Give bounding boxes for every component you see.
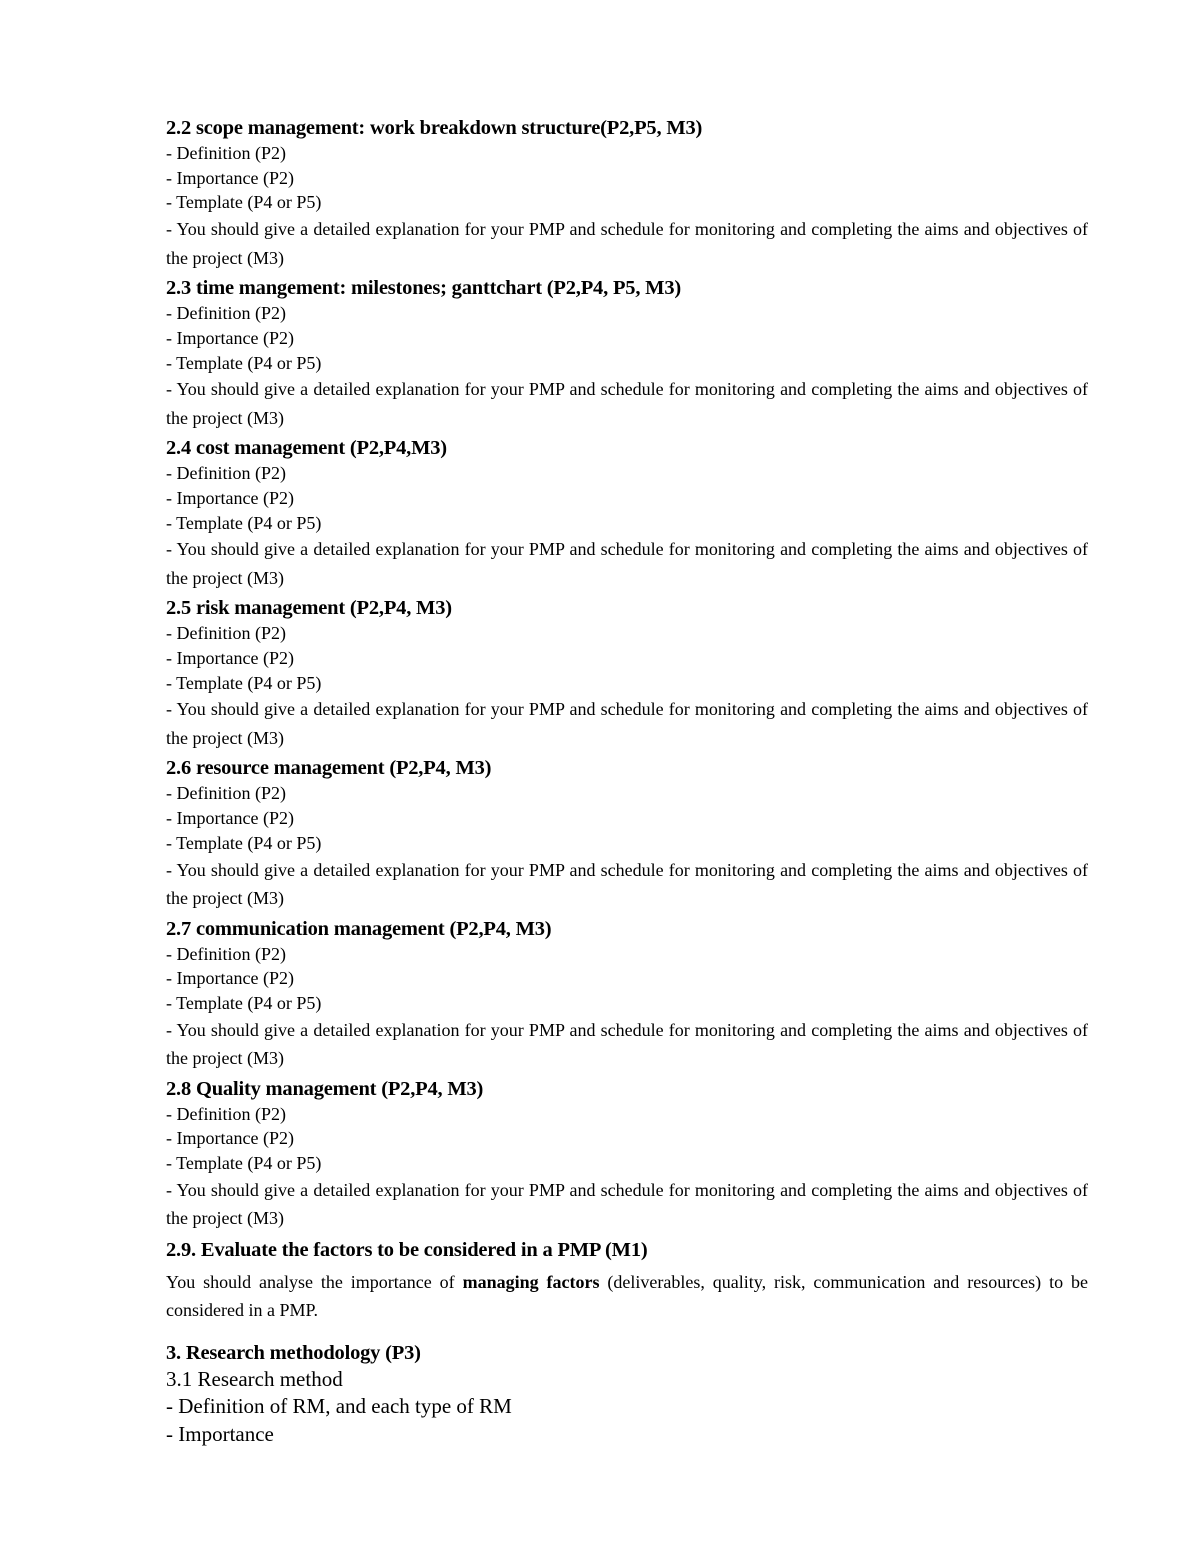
section-paragraph: - You should give a detailed explanation for your PMP and schedule for monitoring and completing the aims and objectives of the project (M3) — [166, 699, 1088, 748]
list-item: - Template (P4 or P5) — [166, 992, 322, 1013]
section-heading: 2.8 Quality management (P2,P4, M3) — [166, 1077, 484, 1100]
section-heading: 2.9. Evaluate the factors to be considered in a PMP (M1) — [166, 1238, 648, 1261]
section-heading: 2.7 communication management (P2,P4, M3) — [166, 917, 552, 940]
list-item: - Importance (P2) — [166, 167, 294, 188]
section-2-2 — [166, 115, 1088, 272]
section-paragraph: - You should give a detailed explanation for your PMP and schedule for monitoring and completing the aims and objectives of the project (M3) — [166, 859, 1088, 909]
section-paragraph: - You should give a detailed explanation for your PMP and schedule for monitoring and completing the aims and objectives of the project (M3) — [166, 379, 1088, 428]
section-heading: 2.2 scope management: work breakdown structure(P2,P5, M3) — [166, 117, 703, 139]
list-item: - Template (P4 or P5) — [166, 512, 322, 533]
list-item: - Definition (P2) — [166, 463, 286, 484]
document-content — [166, 112, 1088, 1448]
list-item: - Template (P4 or P5) — [166, 192, 322, 213]
section-paragraph: - You should give a detailed explanation for your PMP and schedule for monitoring and completing the aims and objectives of the project (M3) — [166, 1179, 1088, 1229]
list-item: - Definition (P2) — [166, 623, 286, 644]
section-heading: 3. Research methodology (P3) — [166, 1341, 421, 1364]
section-2-7 — [166, 916, 1088, 1073]
paragraph-bold-text: managing factors — [462, 1271, 600, 1292]
list-item: - Importance (P2) — [166, 487, 294, 508]
section-heading: 2.4 cost management (P2,P4,M3) — [166, 437, 447, 460]
section-paragraph: - You should give a detailed explanation for your PMP and schedule for monitoring and completing the aims and objectives of the project (M3) — [166, 539, 1088, 588]
list-item: - Importance (P2) — [166, 327, 294, 348]
list-item: - Importance — [166, 1421, 274, 1446]
paragraph-text: You should analyse the importance of — [166, 1271, 463, 1292]
list-item: - Importance (P2) — [166, 808, 294, 829]
section-2-4 — [166, 435, 1088, 592]
list-item: - Template (P4 or P5) — [166, 672, 322, 693]
list-item: - Template (P4 or P5) — [166, 352, 322, 373]
list-item: - Template (P4 or P5) — [166, 832, 322, 853]
section-3 — [166, 1340, 1088, 1449]
list-item: - Definition (P2) — [166, 303, 286, 324]
section-2-3 — [166, 275, 1088, 432]
list-item: - Definition (P2) — [166, 783, 286, 804]
list-item: - Definition of RM, and each type of RM — [166, 1394, 512, 1419]
section-2-8 — [166, 1076, 1088, 1233]
list-item: - Template (P4 or P5) — [166, 1153, 322, 1174]
section-heading: 2.6 resource management (P2,P4, M3) — [166, 757, 492, 780]
subsection-heading: 3.1 Research method — [166, 1366, 343, 1391]
section-paragraph: - You should give a detailed explanation for your PMP and schedule for monitoring and completing the aims and objectives of the project (M3) — [166, 1019, 1088, 1069]
list-item: - Importance (P2) — [166, 968, 294, 989]
paragraph-text: (deliverables, quality, risk, communication and resources) to be considered in a PMP. — [166, 1271, 1088, 1321]
list-item: - Definition (P2) — [166, 1103, 286, 1124]
section-heading: 2.5 risk management (P2,P4, M3) — [166, 597, 452, 620]
section-heading: 2.3 time mangement: milestones; ganttchart (P2,P4, P5, M3) — [166, 277, 682, 300]
list-item: - Definition (P2) — [166, 143, 286, 163]
list-item: - Definition (P2) — [166, 943, 286, 964]
list-item: - Importance (P2) — [166, 1128, 294, 1149]
section-2-9 — [166, 1237, 1088, 1325]
section-2-5 — [166, 595, 1088, 752]
section-paragraph — [166, 1268, 1088, 1325]
section-2-6 — [166, 755, 1088, 912]
section-paragraph: - You should give a detailed explanation for your PMP and schedule for monitoring and completing the aims and objectives of the project (M3) — [166, 219, 1088, 268]
list-item: - Importance (P2) — [166, 648, 294, 669]
